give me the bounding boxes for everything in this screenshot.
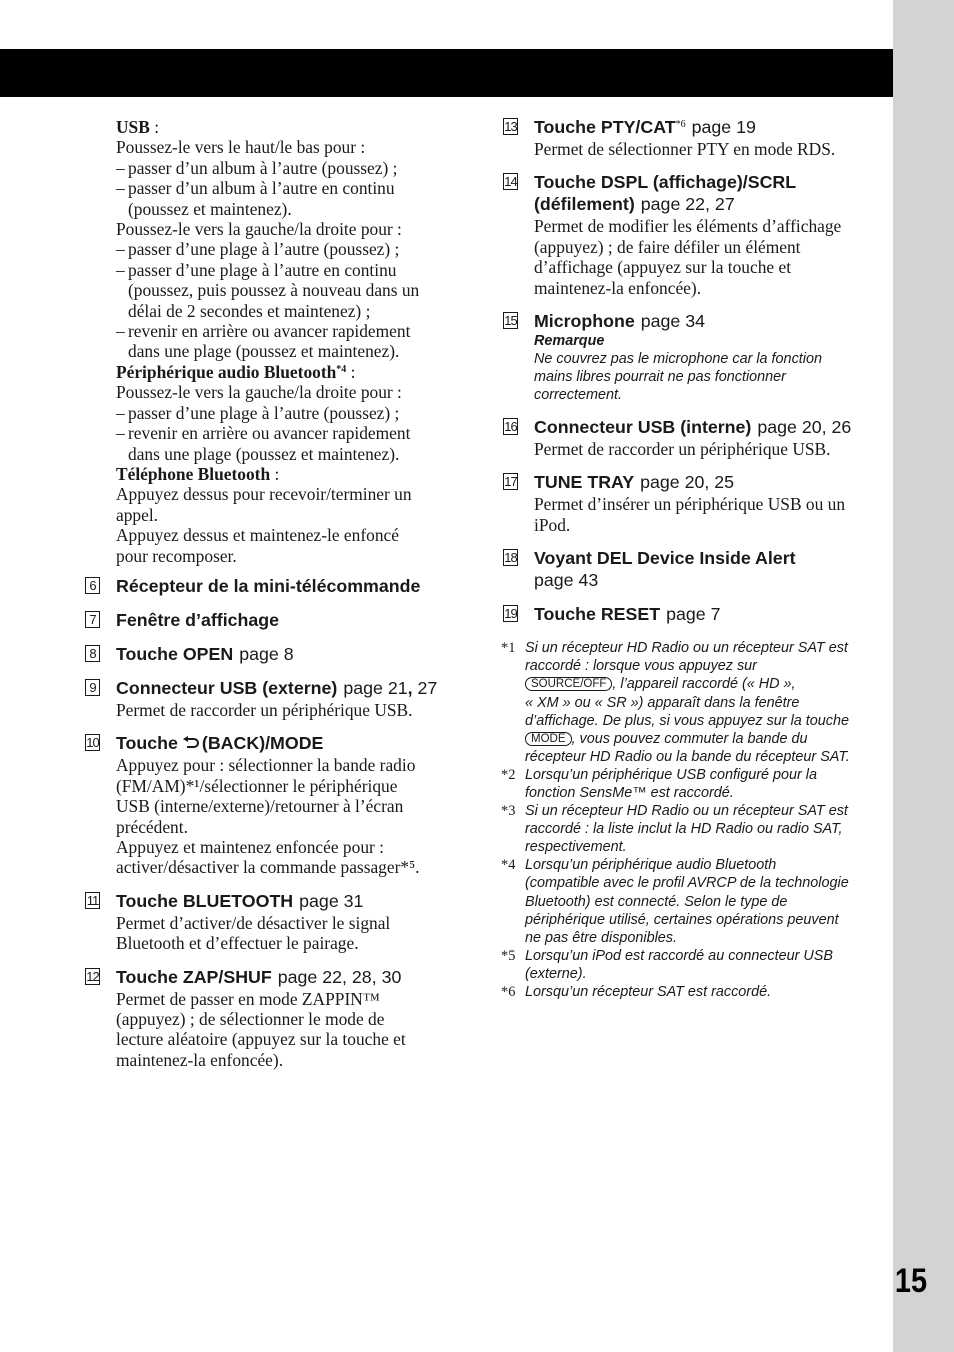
item-description: Bluetooth et d’effectuer le pairage. xyxy=(116,933,359,954)
footnote-mark: *2 xyxy=(501,766,516,783)
item-title: Récepteur de la mini-télécommande xyxy=(116,575,421,596)
item-description: d’affichage (appuyez sur la touche et xyxy=(534,257,792,278)
footnote-line: d’affichage. De plus, si vous appuyez sur la touche xyxy=(525,712,849,729)
footnote-line: Si un récepteur HD Radio ou un récepteur SAT est xyxy=(525,803,848,820)
item-description: Permet de raccorder un périphérique USB. xyxy=(534,439,831,460)
footnotes xyxy=(503,639,888,1001)
item-description: Appuyez pour : sélectionner la bande radio xyxy=(116,755,416,776)
item-description: activer/désactiver la commande passager*⁵. xyxy=(116,857,420,878)
back-arrow-icon xyxy=(182,736,200,750)
item-number: 10 xyxy=(86,735,99,751)
footnote-ref: *4 xyxy=(336,363,347,375)
item-number: 12 xyxy=(86,968,99,984)
item-number: 16 xyxy=(504,419,517,435)
list-item: – passer d’un album à l’autre en continu xyxy=(116,178,470,198)
page-reference: page 31 xyxy=(299,890,364,911)
item-description: iPod. xyxy=(534,514,571,535)
item-title: Touche PTY/CAT xyxy=(534,117,676,137)
item-17 xyxy=(503,471,888,535)
item-description: précédent. xyxy=(116,816,188,837)
item-9 xyxy=(85,677,470,720)
item-number: 19 xyxy=(504,606,517,622)
item-description: USB (interne/externe)/retourner à l’écran xyxy=(116,796,404,817)
list-item-continued: (poussez, puis poussez à nouveau dans un xyxy=(128,280,420,301)
footnote-3 xyxy=(503,802,888,856)
item-description: Permet d’activer/de désactiver le signal xyxy=(116,912,391,933)
item-title: Touche OPEN xyxy=(116,643,234,664)
item-description: Permet de passer en mode ZAPPIN™ xyxy=(116,988,380,1009)
item-description: (appuyez) ; de faire défiler un élément xyxy=(534,236,801,257)
footnote-line: (compatible avec le profil AVRCP de la technologie xyxy=(525,875,849,892)
footnote-line: Si un récepteur HD Radio ou un récepteur SAT est xyxy=(525,640,848,657)
item-title: Connecteur USB (interne) xyxy=(534,417,752,438)
mode-button-label: MODE xyxy=(525,732,572,746)
item-19 xyxy=(503,603,888,625)
item-description: Permet de modifier les éléments d’affichage xyxy=(534,216,842,237)
footnote-line: raccordé : la liste inclut la HD Radio ou radio SAT, xyxy=(525,821,843,838)
footnote-line: respectivement. xyxy=(525,839,627,856)
right-column xyxy=(503,116,888,1001)
item-title: Voyant DEL Device Inside Alert xyxy=(534,548,796,569)
item-number: 6 xyxy=(85,577,100,594)
note-text: correctement. xyxy=(534,387,622,404)
item-number: 18 xyxy=(504,550,517,566)
page-separator: , xyxy=(407,677,413,698)
page-reference: page 8 xyxy=(239,643,294,664)
list-item: – revenir en arrière ou avancer rapidement xyxy=(116,423,470,443)
text-line: pour recomposer. xyxy=(116,545,237,566)
footnote-mark: *4 xyxy=(501,857,516,874)
item-title: (BACK)/MODE xyxy=(201,733,324,754)
item-title: Connecteur USB (externe) xyxy=(116,677,338,698)
usb-left-right-intro: Poussez-le vers la gauche/la droite pour : xyxy=(116,219,402,240)
bt-phone-colon: : xyxy=(270,463,280,484)
item-title: Touche DSPL (affichage)/SCRL xyxy=(534,172,797,193)
item-number: 17 xyxy=(504,474,517,490)
text-line: appel. xyxy=(116,504,159,525)
usb-label: USB xyxy=(116,117,150,137)
item-15 xyxy=(503,310,888,404)
item-14 xyxy=(503,171,888,298)
page-reference: page 21 xyxy=(343,677,408,698)
page-reference: page 20, 25 xyxy=(640,472,735,493)
item-description: Permet de sélectionner PTY en mode RDS. xyxy=(534,139,836,159)
bt-audio-intro: Poussez-le vers la gauche/la droite pour : xyxy=(116,382,402,403)
footnote-mark: *3 xyxy=(501,803,516,820)
footnote-line: (externe). xyxy=(525,965,587,982)
footnote-line: « XM » ou « SR ») apparaît dans la fenêtre xyxy=(525,694,800,711)
item-title: Microphone xyxy=(534,311,635,332)
item-title: Touche BLUETOOTH xyxy=(116,890,294,911)
footnote-mark: *1 xyxy=(501,640,516,657)
page-reference: page 7 xyxy=(666,604,721,625)
page-reference: page 20, 26 xyxy=(757,417,852,438)
footnote-6 xyxy=(503,983,888,1001)
header-bar xyxy=(0,49,893,97)
list-item-continued: (poussez et maintenez). xyxy=(128,198,292,219)
item-number: 11 xyxy=(86,892,99,908)
page-reference: page 43 xyxy=(534,570,599,591)
page-reference: page 19 xyxy=(691,117,756,137)
footnote-4 xyxy=(503,856,888,946)
list-item-continued: dans une plage (poussez et maintenez). xyxy=(128,341,400,362)
item-title: Touche ZAP/SHUF xyxy=(116,966,272,987)
list-item: – passer d’une plage à l’autre en continu xyxy=(116,260,470,280)
footnote-line: Lorsqu’un périphérique audio Bluetooth xyxy=(525,857,777,874)
footnote-line: récepteur HD Radio ou la bande du récepteur SAT. xyxy=(525,748,850,765)
item-description: Permet d’insérer un périphérique USB ou un xyxy=(534,494,846,515)
list-item: – revenir en arrière ou avancer rapidement xyxy=(116,321,470,341)
footnote-mark: *5 xyxy=(501,947,516,964)
page-reference: page 22, 28, 30 xyxy=(277,966,402,987)
text-line: Appuyez dessus pour recevoir/terminer un xyxy=(116,484,412,505)
item-number: 13 xyxy=(504,119,517,134)
item-16 xyxy=(503,416,888,459)
footnote-line: raccordé : lorsque vous appuyez sur xyxy=(525,658,757,675)
item-description: maintenez-la enfoncée). xyxy=(534,277,702,298)
footnote-mark: *6 xyxy=(501,984,516,1001)
footnote-line: fonction SensMe™ est raccordé. xyxy=(525,785,734,801)
side-tab xyxy=(893,0,954,1352)
item-number: 14 xyxy=(504,174,517,190)
item-6 xyxy=(85,575,470,597)
footnote-line: Lorsqu’un périphérique USB configuré pour la xyxy=(525,766,817,783)
page-reference: page 34 xyxy=(640,311,706,332)
item-title: Fenêtre d’affichage xyxy=(116,609,280,630)
item-12 xyxy=(85,966,470,1071)
footnote-line: ne pas être disponibles. xyxy=(525,929,678,946)
note-title: Remarque xyxy=(534,333,605,350)
item-description: Permet de raccorder un périphérique USB. xyxy=(116,699,413,720)
list-item: – passer d’une plage à l’autre (poussez) ; xyxy=(116,239,470,259)
item-title: Touche xyxy=(116,733,178,754)
item-number: 7 xyxy=(85,611,100,628)
item-title-continued: (défilement) xyxy=(534,194,635,215)
item-description: Appuyez et maintenez enfoncée pour : xyxy=(116,836,384,857)
usb-up-down-intro: Poussez-le vers le haut/le bas pour : xyxy=(116,137,366,158)
footnote-line: , l’appareil raccordé (« HD », xyxy=(612,676,796,693)
footnote-line: , vous pouvez commuter la bande du xyxy=(571,730,808,747)
item-title: TUNE TRAY xyxy=(534,472,635,493)
item-number: 15 xyxy=(504,313,517,329)
footnote-5 xyxy=(503,947,888,983)
item-18 xyxy=(503,547,888,591)
footnote-line: Bluetooth) est connecté. Selon le type de xyxy=(525,893,788,910)
note-text: mains libres pourrait ne pas fonctionner xyxy=(534,369,786,386)
footnote-2 xyxy=(503,766,888,802)
item-number: 9 xyxy=(85,679,100,696)
list-item-continued: dans une plage (poussez et maintenez). xyxy=(128,443,400,464)
note-text: Ne couvrez pas le microphone car la fonction xyxy=(534,351,822,368)
item-13 xyxy=(503,116,888,159)
usb-colon: : xyxy=(149,117,160,137)
item-description: lecture aléatoire (appuyez sur la touche et xyxy=(116,1029,406,1050)
item-title: Touche RESET xyxy=(534,604,661,625)
item-description: maintenez-la enfoncée). xyxy=(116,1049,284,1070)
footnote-1 xyxy=(503,639,888,766)
list-item: – passer d’une plage à l’autre (poussez) ; xyxy=(116,403,470,423)
page-number: 15 xyxy=(894,1262,928,1300)
page-reference: page 22, 27 xyxy=(640,194,735,215)
item-number: 8 xyxy=(85,645,100,662)
footnote-line: Lorsqu’un récepteur SAT est raccordé. xyxy=(525,984,772,1001)
footnote-line: périphérique utilisé, certaines opérations peuvent xyxy=(525,911,839,928)
item-11 xyxy=(85,890,470,954)
item-description: (FM/AM)*¹/sélectionner le périphérique xyxy=(116,775,398,796)
list-item: – passer d’un album à l’autre (poussez) ; xyxy=(116,158,470,178)
item-10 xyxy=(85,732,470,877)
item-description: (appuyez) ; de sélectionner le mode de xyxy=(116,1009,385,1029)
left-column xyxy=(85,117,470,1070)
source-off-button-label: SOURCE/OFF xyxy=(525,677,612,691)
page-reference: 27 xyxy=(412,677,438,698)
usb-section xyxy=(85,117,470,566)
bt-audio-colon: : xyxy=(346,361,356,382)
text-line: Appuyez dessus et maintenez-le enfoncé xyxy=(116,525,399,546)
list-item-continued: délai de 2 secondes et maintenez) ; xyxy=(128,300,371,321)
bt-audio-label: Périphérique audio Bluetooth xyxy=(116,361,337,382)
item-8 xyxy=(85,643,470,665)
bt-phone-label: Téléphone Bluetooth xyxy=(116,463,271,484)
item-7 xyxy=(85,609,470,631)
footnote-line: Lorsqu’un iPod est raccordé au connecteur USB xyxy=(525,947,833,964)
footnote-ref: *6 xyxy=(675,119,686,130)
